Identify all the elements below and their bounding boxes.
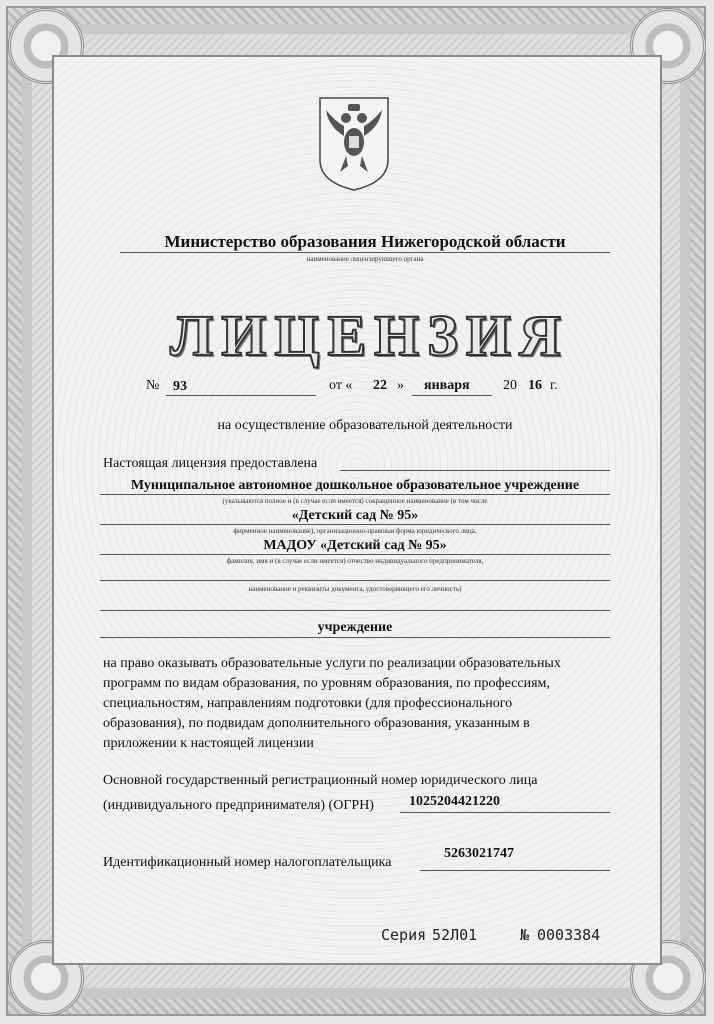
licensee-form: учреждение xyxy=(317,620,393,635)
inn-value: 5263021747 xyxy=(444,846,514,861)
coat-of-arms-icon xyxy=(318,96,390,192)
license-number: 93 xyxy=(173,379,187,394)
granted-label: Настоящая лицензия предоставлена xyxy=(103,456,318,471)
licensee-quoted-name: «Детский сад № 95» xyxy=(291,508,419,523)
ministry-name: Министерство образования Нижегородской области xyxy=(164,232,566,251)
series-no-label: № xyxy=(520,926,530,944)
licensee-caption-1: (указываются полное и (в случае если имеется) сокращенное наименование (в том числе xyxy=(222,497,488,505)
licensee-caption-2: фирменное наименование), организационно-правовая форма юридического лица, xyxy=(233,527,477,535)
ogrn-value: 1025204421220 xyxy=(409,794,500,809)
licensee-caption-4: наименование и реквизиты документа, удостоверяющего его личность) xyxy=(248,585,462,593)
activity-text: на осуществление образовательной деятельности xyxy=(217,418,513,433)
license-day: 22 xyxy=(373,378,387,393)
license-month: января xyxy=(424,378,470,393)
document-title: ЛИЦЕНЗИЯ xyxy=(170,303,569,368)
licensee-caption-3: фамилия, имя и (в случае если имеется) отчество индивидуального предпринимателя, xyxy=(226,557,484,565)
ogrn-label-1: Основной государственный регистрационный номер юридического лица xyxy=(103,773,538,788)
licensee-full-name: Муниципальное автономное дошкольное образовательное учреждение xyxy=(130,478,580,493)
rights-line-1: на право оказывать образовательные услуги по реализации образовательных xyxy=(103,656,561,671)
ministry-caption: наименование лицензирующего органа xyxy=(306,255,424,263)
date-day-close: » xyxy=(397,378,404,393)
license-no-label: № xyxy=(146,378,160,393)
rights-line-2: программ по видам образования, по уровням образования, по профессиям, xyxy=(103,676,550,691)
license-year-label: г. xyxy=(550,378,558,393)
licensee-short-name: МАДОУ «Детский сад № 95» xyxy=(263,538,447,553)
series-value: 52Л01 xyxy=(432,926,478,944)
series-no-value: 0003384 xyxy=(537,926,601,944)
series-label: Серия xyxy=(381,926,427,944)
rights-line-4: образования), по подвидам дополнительного образования, указанным в xyxy=(103,716,530,731)
rights-line-3: специальностям, направлениям подготовки (для профессионального xyxy=(103,696,513,711)
rights-line-5: приложении к настоящей лицензии xyxy=(103,736,314,751)
license-year-suffix: 16 xyxy=(528,378,542,393)
ogrn-label-2: (индивидуального предпринимателя) (ОГРН) xyxy=(103,798,374,813)
inn-label: Идентификационный номер налогоплательщика xyxy=(103,855,392,870)
date-from-label: от « xyxy=(329,378,353,393)
license-year-prefix: 20 xyxy=(503,378,517,393)
